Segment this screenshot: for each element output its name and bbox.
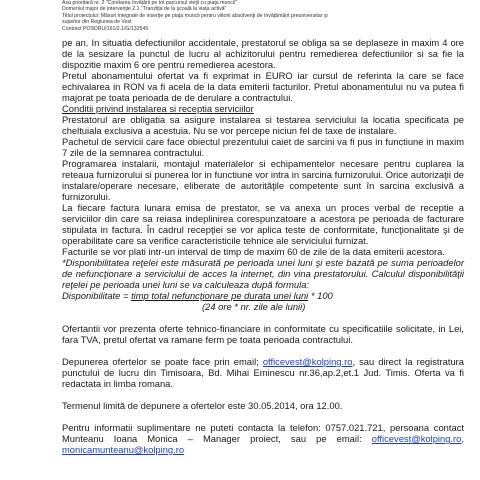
header-line: Axa prioritară nr. 2 "Corelarea învăţării pe tot parcursul vieţii cu piaţa muncii" — [62, 0, 237, 6]
header-line: superior din Regiunea de Vest — [62, 19, 132, 26]
header-line: Domeniul major de intervenţie 2.1 "Tranziţia de la şcoală la viaţa activă" — [62, 6, 227, 13]
email-link[interactable]: monicamunteanu@kolping.ro — [62, 444, 185, 455]
email-link[interactable]: officevest@kolping.ro — [371, 433, 462, 444]
section-heading-installation: Conditii privind instalarea si receptia serviciilor — [62, 103, 254, 114]
formula-numerator: timp total nefuncţionare pe durata unei luni — [131, 290, 309, 301]
availability-formula — [62, 290, 464, 301]
paragraph-installation-obligation: Prestatorul are obligatia sa asigure instalarea si testarea serviciului la locatia specificata pe cheltuiala exclusiva a acestuia. Nu se vor percepe niciun fel de taxe de instalare. — [62, 114, 464, 136]
paragraph-payment-term: Facturile se vor plati intr-un interval de timp de maxim 60 de zile de la data emiterii acestora. — [62, 246, 445, 257]
paragraph-deadline: Termenul limită de depunere a ofertelor este 30.05.2014, ora 12.00. — [62, 400, 343, 411]
paragraph-installation-programming: Programarea instalarii, montajul materialelor si echipamentelor necesare pentru cuplarea la reteaua furnizorului si punerea lor in functiune vor intra in sarcina furnizorului. Orice autorizaţii de instalare/operare necesare, eliberate de autorităţile competente sunt în sarcina exclusivă a furnizorului. — [62, 158, 464, 202]
paragraph-contact-info: Pentru informatii suplimentare ne puteti contacta la telefon: 0757.021.721, persoana contact Munteanu Ioana Monica – Manager proiect, sau pe email: officevest@kolping.ro, monicamunteanu@kolping.ro — [62, 422, 464, 455]
formula-label: Disponibilitate = — [62, 290, 132, 301]
email-link[interactable]: officevest@kolping.ro — [262, 356, 353, 367]
paragraph-defect-response: pe an. In situatia defectiunilor accidentale, prestatorul se obliga sa se deplaseze in maxim 4 ore de la sesizare la punctul de lucru al achizitorului pentru remedierea defectiunilor si sa fie la dispozitie maxim 6 ore pentru remedierea acestora. — [62, 37, 464, 70]
paragraph-offer-presentation: Ofertantii vor prezenta oferte tehnico-financiare in conformitate cu specificatiile solicitate, in Lei, fara TVA, pretul ofertat va ramane ferm pe toata perioada contractului. — [62, 323, 464, 345]
header-line: Titlul proiectului: Măsuri integrate de inserţie pe piaţa muncii pentru viitorii absolvenţi de învăţământ preuniversitar şi — [62, 12, 328, 19]
document-body — [62, 37, 464, 455]
paragraph-availability-definition: *Disponibilitatea reţelei este măsurată pe perioada unei luni şi este bazată pe suma perioadelor de nefuncţionare a serviciului de acces la internet, din vina prestatorului. Calculul disponibilităţii reţelei pe perioada unei luni se va calculeaza după formula: — [62, 257, 464, 290]
paragraph-offer-submission: Depunerea ofertelor se poate face prin email; officevest@kolping.ro, sau direct la registratura punctului de lucru din Timisoara, Bd. Mihai Eminescu nr.36,ap.2,et.1 Jud. Timis. Oferta va fi redactata in limba romana. — [62, 356, 464, 389]
formula-multiplier: * 100 — [308, 290, 333, 301]
document-header — [62, 0, 442, 32]
header-line: Contract POSDRU/161/2.1/G/132545 — [62, 25, 149, 32]
paragraph-reception-report: La fiecare factura lunara emisa de prestator, se va anexa un proces verbal de receptie a serviciilor din care sa reiasa indeplinirea corespunzatoare a acestora pe perioada de facturare stipulata in factura. În cadrul recepţiei se vor aplica teste de conformitate, funcţionalitate şi de operabilitate care sa verifice caracteristicile tehnice ale serviciului furnizat. — [62, 202, 464, 246]
formula-denominator: (24 ore * nr. zile ale lunii) — [202, 301, 306, 312]
paragraph-activation-deadline: Pachetul de servicii care face obiectul prezentului caiet de sarcini va fi pus in functiune in maxim 7 zile de la semnarea contractului. — [62, 136, 464, 158]
paragraph-price-currency: Pretul abonamentului ofertat va fi exprimat in EURO iar cursul de referinta la care se face echivalarea in RON va fi acela de la data emiterii facturilor. Pretul abonamentului nu va putea fi majorat pe toata perioada de de derulare a contractului. — [62, 70, 464, 103]
